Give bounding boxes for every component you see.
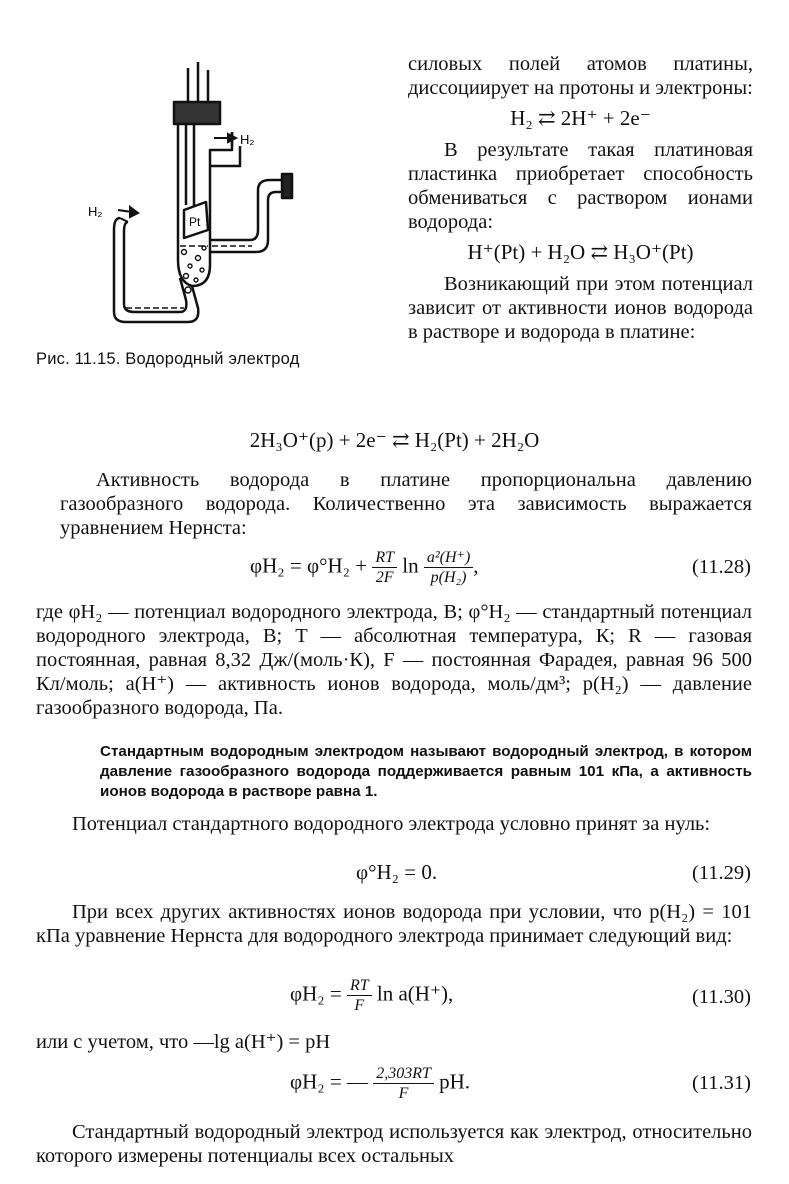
fraction-numerator: RT (347, 976, 372, 996)
h2-in-label: H₂ (88, 204, 103, 219)
right-column (408, 52, 753, 344)
paragraph: При всех других активностях ионов водорода при условии, что p(H₂) = 101 кПа уравнение Нернста для водородного электрода принимает следующий вид: (36, 901, 752, 947)
equation-lhs: φH₂ = — (290, 1069, 368, 1094)
fraction-numerator: 2,303RT (373, 1064, 434, 1084)
paragraph: силовых полей атомов платины, диссоциирует на протоны и электроны: (408, 53, 753, 99)
equation-lhs: φH₂ = φ°H₂ + (250, 553, 368, 578)
fraction-denominator: F (354, 997, 365, 1014)
equation-lhs: φH₂ = (290, 981, 342, 1006)
equation-11-30 (290, 976, 453, 1015)
equation-number: (11.29) (691, 862, 751, 884)
h2-out-label: H₂ (240, 132, 255, 147)
definition-standard-electrode (100, 742, 752, 802)
fraction (373, 1064, 434, 1103)
fraction (424, 548, 473, 587)
paragraph: где φH₂ — потенциал водородного электрода, В; φ°H₂ — стандартный потенциал водородного электрода, В; T — абсолютная температура, К; R — газовая постоянная, равная 8,32 Дж/(моль·К), F — постоянная Фарадея, равная 96 500 Кл/моль; a(H⁺) — активность ионов водорода, моль/дм³; p(H₂) — давление газообразного водорода, Па. (36, 601, 752, 719)
paragraph: или с учетом, что —lg a(H⁺) = pH (36, 1031, 331, 1053)
ln-symbol: ln (402, 553, 419, 578)
paragraph: Активность водорода в платине пропорциональна давлению газообразного водорода. Количественно эта зависимость выражается уравнением Нернста: (60, 469, 752, 539)
equation-11-31 (290, 1064, 470, 1103)
fraction-numerator: a²(H⁺) (424, 548, 473, 568)
fraction (347, 976, 372, 1015)
pt-label: Pt (189, 215, 201, 229)
equation-11-28 (250, 548, 479, 587)
equation-number: (11.28) (691, 556, 751, 578)
paragraph: В результате такая платиновая пластинка приобретает способность обмениваться с раствором ионами водорода: (408, 139, 753, 233)
nernst-paragraph (60, 468, 752, 540)
equation-rhs: ln a(H⁺), (376, 981, 454, 1006)
paragraph: Стандартный водородный электрод используется как электрод, относительно которого измерены потенциалы всех остальных (36, 1121, 752, 1167)
equation-exchange: H⁺(Pt) + H₂O ⇄ H₃O⁺(Pt) (467, 240, 694, 264)
equation-11-29: φ°H₂ = 0. (356, 860, 438, 884)
fraction-numerator: RT (372, 548, 397, 568)
equation-number: (11.30) (691, 986, 751, 1008)
paragraph: Возникающий при этом потенциал зависит от активности ионов водорода в растворе и водорода в платине: (408, 273, 753, 343)
equation-number: (11.31) (691, 1072, 751, 1094)
fraction-denominator: 2F (375, 569, 394, 586)
lg-paragraph (36, 1030, 752, 1054)
fraction-denominator: p(H₂) (430, 569, 467, 586)
equation-dissociation: H₂ ⇄ 2H⁺ + 2e⁻ (510, 106, 651, 130)
equation-main-reaction: 2H₃O⁺(р) + 2e⁻ ⇄ H₂(Pt) + 2H₂O (249, 428, 540, 452)
equation-tail: , (473, 553, 479, 578)
definition-text: Стандартным водородным электродом называют водородный электрод, в котором давление газообразного водорода поддерживается равным 101 кПа, а активность ионов водорода в растворе равна 1. (100, 743, 752, 800)
last-paragraph (36, 1120, 752, 1168)
hydrogen-electrode-figure (80, 50, 310, 340)
paragraph: Потенциал стандартного водородного электрода условно принят за нуль: (72, 813, 711, 835)
equation-rhs: pH. (439, 1069, 471, 1094)
where-paragraph (36, 600, 752, 720)
zero-paragraph (36, 812, 752, 836)
other-paragraph (36, 900, 752, 948)
figure-caption: Рис. 11.15. Водородный электрод (36, 350, 300, 368)
fraction-denominator: F (398, 1085, 409, 1102)
fraction (372, 548, 397, 587)
